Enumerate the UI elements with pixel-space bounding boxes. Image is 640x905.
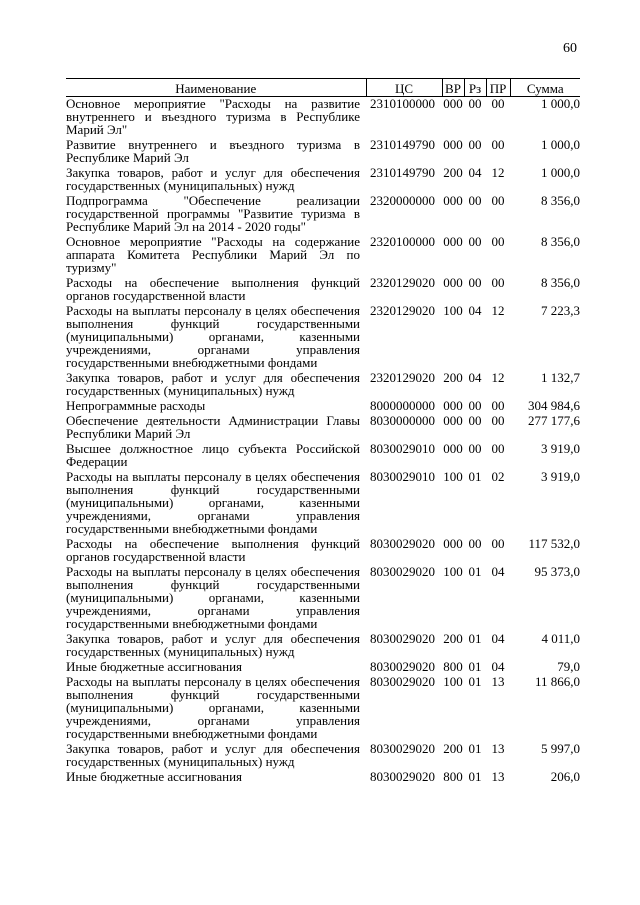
cell-rz: 01 [468, 564, 482, 579]
cell-vr: 200 [443, 370, 463, 385]
cell-sum: 1 132,7 [541, 370, 580, 385]
cell-pr: 00 [491, 536, 505, 551]
table-row [66, 164, 580, 192]
cell-cs: 8030029020 [370, 536, 435, 551]
table-row [66, 412, 580, 440]
budget-table-container [66, 78, 580, 783]
cell-rz: 00 [468, 536, 482, 551]
table-header [66, 79, 580, 97]
cell-cs: 8030029010 [370, 469, 435, 484]
cell-sum: 3 919,0 [541, 441, 580, 456]
cell-vr: 000 [443, 413, 463, 428]
header-cs: ЦС [366, 79, 442, 97]
cell-name: Основное мероприятие "Расходы на развитие внутреннего и въездного туризма в Республике Марий Эл" [66, 96, 360, 137]
cell-rz: 01 [468, 741, 482, 756]
cell-name: Иные бюджетные ассигнования [66, 659, 243, 674]
cell-pr: 04 [491, 631, 505, 646]
cell-name: Расходы на выплаты персоналу в целях обеспечения выполнения функций государственными (муниципальными) органами, казенными учреждениями, органами управления государственными внебюджетными фондами [66, 674, 360, 741]
table-row [66, 97, 580, 137]
table-row [66, 440, 580, 468]
cell-name: Расходы на обеспечение выполнения функций органов государственной власти [66, 275, 360, 303]
cell-sum: 8 356,0 [541, 234, 580, 249]
header-sum: Сумма [510, 79, 580, 97]
cell-name: Развитие внутреннего и въездного туризма в Республике Марий Эл [66, 137, 360, 165]
cell-vr: 800 [443, 659, 463, 674]
header-pr: ПР [486, 79, 510, 97]
cell-vr: 100 [443, 303, 463, 318]
cell-pr: 02 [491, 469, 505, 484]
cell-rz: 00 [468, 234, 482, 249]
table-row [66, 468, 580, 535]
cell-pr: 00 [491, 137, 505, 152]
cell-sum: 277 177,6 [528, 413, 580, 428]
header-name: Наименование [66, 79, 366, 97]
table-row [66, 192, 580, 233]
cell-rz: 00 [468, 137, 482, 152]
cell-vr: 000 [443, 441, 463, 456]
cell-vr: 100 [443, 469, 463, 484]
table-row [66, 658, 580, 673]
cell-pr: 00 [491, 193, 505, 208]
cell-name: Обеспечение деятельности Администрации Главы Республики Марий Эл [66, 413, 360, 441]
cell-vr: 000 [443, 275, 463, 290]
cell-cs: 8030029020 [370, 631, 435, 646]
cell-name: Закупка товаров, работ и услуг для обеспечения государственных (муниципальных) нужд [66, 631, 360, 659]
table-body [66, 97, 580, 784]
cell-cs: 8030029020 [370, 674, 435, 689]
cell-vr: 000 [443, 96, 463, 111]
cell-cs: 8030029020 [370, 659, 435, 674]
cell-pr: 00 [491, 96, 505, 111]
cell-sum: 5 997,0 [541, 741, 580, 756]
cell-rz: 01 [468, 469, 482, 484]
cell-rz: 04 [468, 165, 482, 180]
cell-vr: 000 [443, 234, 463, 249]
cell-sum: 4 011,0 [541, 631, 580, 646]
cell-pr: 12 [491, 370, 505, 385]
cell-cs: 8030029020 [370, 769, 435, 784]
cell-vr: 100 [443, 674, 463, 689]
budget-table [66, 78, 580, 783]
header-vr: ВР [442, 79, 464, 97]
cell-cs: 2310100000 [370, 96, 435, 111]
cell-vr: 000 [443, 536, 463, 551]
cell-rz: 00 [468, 96, 482, 111]
cell-name: Подпрограмма "Обеспечение реализации государственной программы "Развитие туризма в Республике Марий Эл на 2014 - 2020 годы" [66, 193, 360, 234]
cell-rz: 00 [468, 398, 482, 413]
cell-name: Расходы на выплаты персоналу в целях обеспечения выполнения функций государственными (муниципальными) органами, казенными учреждениями, органами управления государственными внебюджетными фондами [66, 564, 360, 631]
cell-name: Закупка товаров, работ и услуг для обеспечения государственных (муниципальных) нужд [66, 741, 360, 769]
table-row [66, 535, 580, 563]
cell-rz: 01 [468, 631, 482, 646]
cell-cs: 8000000000 [370, 398, 435, 413]
cell-cs: 2320129020 [370, 370, 435, 385]
page-number: 60 [563, 41, 577, 56]
cell-name: Расходы на обеспечение выполнения функций органов государственной власти [66, 536, 360, 564]
cell-rz: 00 [468, 275, 482, 290]
cell-name: Закупка товаров, работ и услуг для обеспечения государственных (муниципальных) нужд [66, 165, 360, 193]
cell-sum: 95 373,0 [534, 564, 580, 579]
cell-pr: 00 [491, 441, 505, 456]
table-row [66, 369, 580, 397]
header-rz: Рз [464, 79, 486, 97]
cell-rz: 01 [468, 659, 482, 674]
cell-sum: 1 000,0 [541, 165, 580, 180]
cell-vr: 800 [443, 769, 463, 784]
cell-cs: 2310149790 [370, 137, 435, 152]
table-row [66, 274, 580, 302]
cell-vr: 000 [443, 193, 463, 208]
table-row [66, 630, 580, 658]
cell-name: Иные бюджетные ассигнования [66, 769, 243, 784]
cell-pr: 00 [491, 234, 505, 249]
cell-cs: 2320000000 [370, 193, 435, 208]
table-row [66, 673, 580, 740]
cell-cs: 2320100000 [370, 234, 435, 249]
cell-vr: 000 [443, 398, 463, 413]
table-row [66, 397, 580, 412]
cell-rz: 00 [468, 193, 482, 208]
cell-cs: 8030029020 [370, 564, 435, 579]
cell-pr: 13 [491, 769, 505, 784]
cell-name: Высшее должностное лицо субъекта Российской Федерации [66, 441, 360, 469]
cell-name: Расходы на выплаты персоналу в целях обеспечения выполнения функций государственными (муниципальными) органами, казенными учреждениями, органами управления государственными внебюджетными фондами [66, 469, 360, 536]
cell-pr: 04 [491, 564, 505, 579]
cell-vr: 100 [443, 564, 463, 579]
cell-sum: 1 000,0 [541, 96, 580, 111]
table-row [66, 740, 580, 768]
cell-pr: 00 [491, 398, 505, 413]
table-row [66, 768, 580, 783]
cell-sum: 8 356,0 [541, 193, 580, 208]
cell-cs: 8030029020 [370, 741, 435, 756]
cell-vr: 000 [443, 137, 463, 152]
cell-pr: 04 [491, 659, 505, 674]
cell-name: Закупка товаров, работ и услуг для обеспечения государственных (муниципальных) нужд [66, 370, 360, 398]
cell-sum: 117 532,0 [528, 536, 580, 551]
cell-vr: 200 [443, 741, 463, 756]
cell-sum: 7 223,3 [541, 303, 580, 318]
cell-pr: 13 [491, 741, 505, 756]
cell-sum: 206,0 [550, 769, 580, 784]
cell-sum: 79,0 [557, 659, 580, 674]
cell-sum: 8 356,0 [541, 275, 580, 290]
cell-pr: 00 [491, 413, 505, 428]
cell-rz: 04 [468, 370, 482, 385]
cell-sum: 1 000,0 [541, 137, 580, 152]
cell-rz: 01 [468, 674, 482, 689]
cell-cs: 8030029010 [370, 441, 435, 456]
cell-sum: 304 984,6 [528, 398, 580, 413]
table-row [66, 136, 580, 164]
cell-name: Основное мероприятие "Расходы на содержание аппарата Комитета Республики Марий Эл по туризму" [66, 234, 360, 275]
cell-cs: 2320129020 [370, 303, 435, 318]
cell-sum: 3 919,0 [541, 469, 580, 484]
cell-vr: 200 [443, 165, 463, 180]
cell-pr: 12 [491, 165, 505, 180]
cell-name: Непрограммные расходы [66, 398, 206, 413]
table-row [66, 563, 580, 630]
cell-pr: 13 [491, 674, 505, 689]
cell-rz: 00 [468, 441, 482, 456]
cell-vr: 200 [443, 631, 463, 646]
cell-name: Расходы на выплаты персоналу в целях обеспечения выполнения функций государственными (муниципальными) органами, казенными учреждениями, органами управления государственными внебюджетными фондами [66, 303, 360, 370]
cell-rz: 00 [468, 413, 482, 428]
cell-cs: 8030000000 [370, 413, 435, 428]
cell-cs: 2310149790 [370, 165, 435, 180]
cell-rz: 01 [468, 769, 482, 784]
table-row [66, 302, 580, 369]
table-row [66, 233, 580, 274]
cell-sum: 11 866,0 [534, 674, 580, 689]
cell-pr: 12 [491, 303, 505, 318]
cell-rz: 04 [468, 303, 482, 318]
cell-pr: 00 [491, 275, 505, 290]
cell-cs: 2320129020 [370, 275, 435, 290]
